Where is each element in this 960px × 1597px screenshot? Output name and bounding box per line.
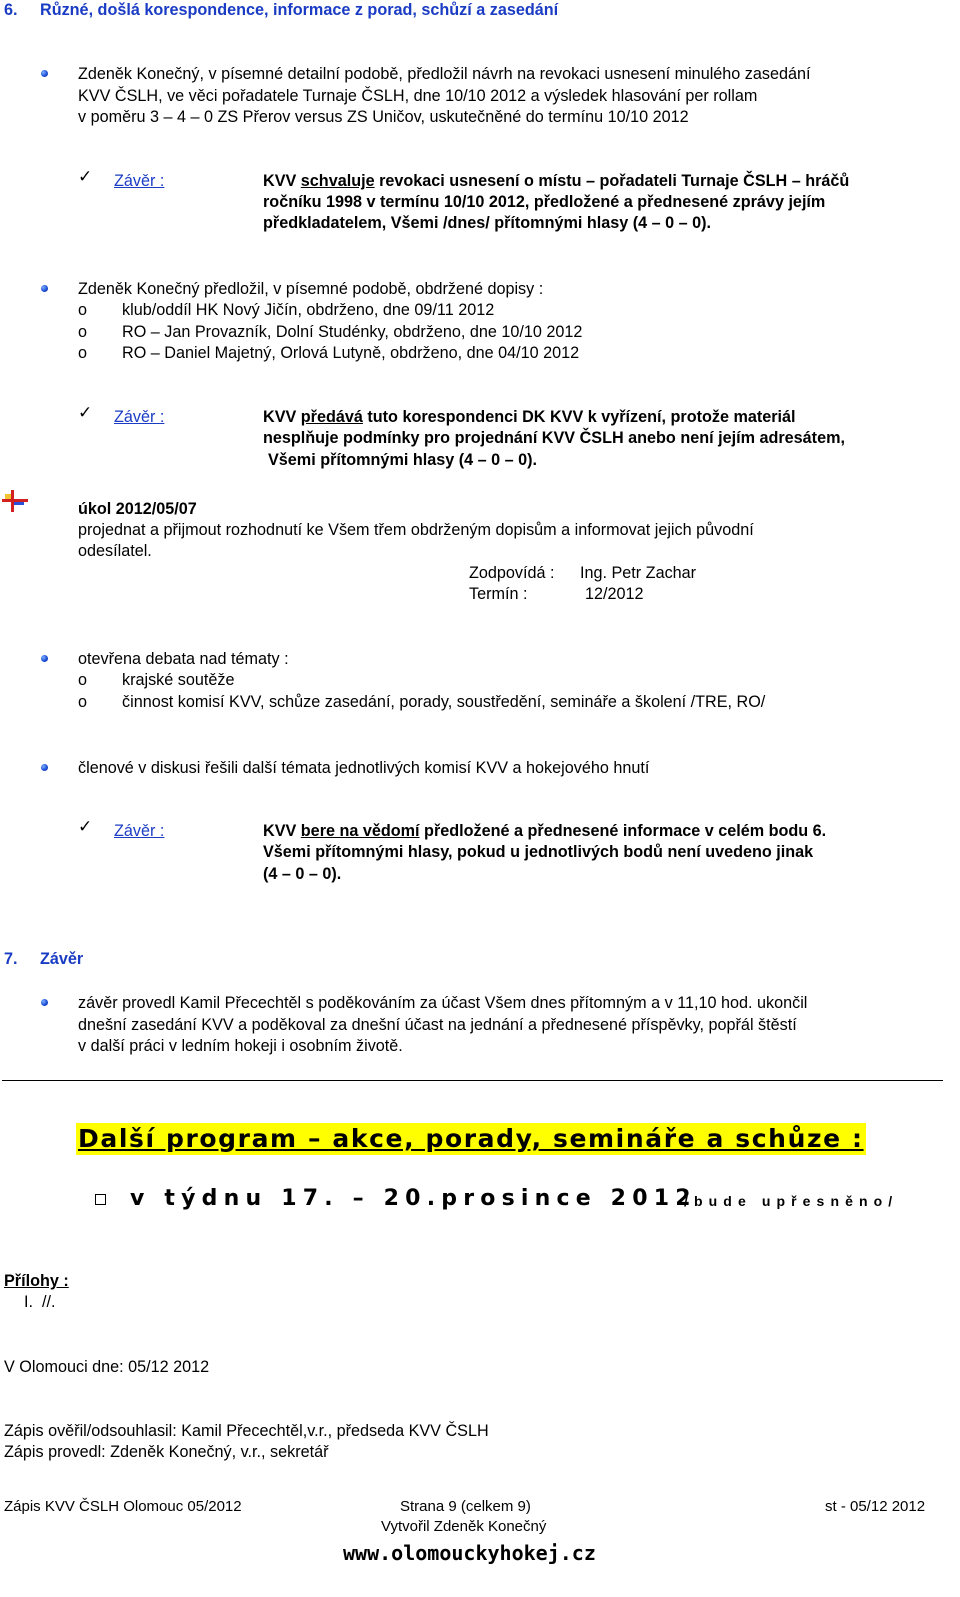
- section-6-title: Různé, došlá korespondence, informace z porad, schůzí a zasedání: [40, 1, 559, 19]
- checkmark-icon: ✓: [78, 403, 93, 422]
- list-bullet: o: [78, 671, 88, 689]
- task-resp-label: Zodpovídá :: [469, 564, 555, 582]
- list-bullet: o: [78, 693, 88, 711]
- zaver-label: Závěr :: [114, 408, 165, 426]
- letter-item: RO – Jan Provazník, Dolní Studénky, obdrženo, dne 10/10 2012: [122, 323, 583, 341]
- signature-made: Zápis provedl: Zdeněk Konečný, v.r., sekretář: [4, 1443, 329, 1461]
- zaver-text: předložené a přednesené informace v celém bodu 6.: [419, 822, 827, 840]
- topic-item: činnost komisí KVV, schůze zasedání, porady, soustředění, semináře a školení /TRE, RO/: [122, 693, 766, 711]
- section-6-number: 6.: [4, 1, 18, 19]
- footer-right: st - 05/12 2012: [825, 1498, 926, 1515]
- zaver-text: KVV: [263, 408, 301, 426]
- task-resp-value: Ing. Petr Zachar: [580, 564, 697, 582]
- footer-center: Strana 9 (celkem 9): [400, 1498, 531, 1515]
- bullet-icon: [41, 764, 48, 771]
- item4-zaver-line1: [263, 821, 826, 843]
- item4-zaver-line3: (4 – 0 – 0).: [263, 865, 342, 883]
- zaver-text: tuto korespondenci DK KVV k vyřízení, protože materiál: [362, 408, 796, 426]
- task-line: projednat a přijmout rozhodnutí ke Všem třem obdrženým dopisům a informovat jejich původní: [78, 521, 754, 539]
- section7-line: dnešní zasedání KVV a poděkoval za dnešní účast na jednání a přednesené příspěvky, popřál štěstí: [78, 1016, 797, 1034]
- bullet-icon: [41, 655, 48, 662]
- item1-zaver-line3: předkladatelem, Všemi /dnes/ přítomnými hlasy (4 – 0 – 0).: [263, 214, 712, 232]
- topic-item: krajské soutěže: [122, 671, 235, 689]
- task-title: úkol 2012/05/07: [78, 500, 197, 518]
- list-bullet: o: [78, 323, 88, 341]
- section-7-number: 7.: [4, 950, 18, 968]
- letter-item: klub/oddíl HK Nový Jičín, obdrženo, dne 09/11 2012: [122, 301, 495, 319]
- task-icon-svg: [2, 490, 28, 512]
- zaver-verb: schvaluje: [300, 172, 375, 190]
- zaver-text: KVV: [263, 822, 301, 840]
- footer-created: Vytvořil Zdeněk Konečný: [381, 1518, 547, 1535]
- zaver-verb: bere na vědomí: [300, 822, 420, 840]
- item1-line: v poměru 3 – 4 – 0 ZS Přerov versus ZS Uničov, uskutečněné do termínu 10/10 2012: [78, 108, 689, 126]
- checkmark-icon: ✓: [78, 817, 93, 836]
- item4-text: členové v diskusi řešili další témata jednotlivých komisí KVV a hokejového hnutí: [78, 759, 650, 777]
- item2-zaver-line1: [263, 407, 796, 429]
- zaver-label: Závěr :: [114, 822, 165, 840]
- item2-zaver-line3: Všemi přítomnými hlasy (4 – 0 – 0).: [268, 451, 537, 469]
- item4-zaver-line2: Všemi přítomnými hlasy, pokud u jednotlivých bodů není uvedeno jinak: [263, 843, 814, 861]
- checkmark-icon: ✓: [78, 167, 93, 186]
- section7-line: závěr provedl Kamil Přecechtěl s poděkováním za účast Všem dnes přítomným a v 11,10 hod. ukončil: [78, 994, 808, 1012]
- bullet-icon: [41, 70, 48, 77]
- bullet-icon: [41, 999, 48, 1006]
- attachments-value: I. //.: [24, 1293, 56, 1311]
- attachments-label: Přílohy :: [4, 1272, 69, 1290]
- list-bullet: o: [78, 301, 88, 319]
- zaver-verb: předává: [300, 408, 363, 426]
- bullet-icon: [41, 285, 48, 292]
- task-line: odesílatel.: [78, 542, 152, 560]
- zaver-label: Závěr :: [114, 172, 165, 190]
- task-term-label: Termín :: [469, 585, 528, 603]
- program-note: /bude upřesněno/: [684, 1193, 899, 1209]
- letter-item: RO – Daniel Majetný, Orlová Lutyně, obdrženo, dne 04/10 2012: [122, 344, 580, 362]
- item3-intro: otevřena debata nad tématy :: [78, 650, 289, 668]
- checkbox-icon: [95, 1194, 106, 1205]
- item1-zaver-line2: ročníku 1998 v termínu 10/10 2012, předložené a přednesené zprávy jejím: [263, 193, 826, 211]
- item1-zaver-line1: [263, 171, 849, 193]
- list-bullet: o: [78, 344, 88, 362]
- signature-verified: Zápis ověřil/odsouhlasil: Kamil Přecechtěl,v.r., předseda KVV ČSLH: [4, 1422, 489, 1440]
- zaver-text: KVV: [263, 172, 301, 190]
- footer-website: www.olomouckyhokej.cz: [343, 1541, 596, 1565]
- zaver-text: revokaci usnesení o místu – pořadateli Turnaje ČSLH – hráčů: [374, 172, 850, 190]
- program-date: v týdnu 17. – 20.prosince 2012: [130, 1186, 697, 1211]
- task-term-value: 12/2012: [585, 585, 644, 603]
- footer-left: Zápis KVV ČSLH Olomouc 05/2012: [4, 1498, 242, 1515]
- item2-zaver-line2: nesplňuje podmínky pro projednání KVV ČSLH anebo není jejím adresátem,: [263, 429, 845, 447]
- item2-intro: Zdeněk Konečný předložil, v písemné podobě, obdržené dopisy :: [78, 280, 544, 298]
- program-heading: Další program – akce, porady, semináře a schůze :: [78, 1124, 864, 1153]
- section7-line: v další práci v ledním hokeji i osobním životě.: [78, 1037, 403, 1055]
- task-icon: [2, 490, 28, 512]
- place-date: V Olomouci dne: 05/12 2012: [4, 1358, 210, 1376]
- section-7-title: Závěr: [40, 950, 84, 968]
- item1-line: KVV ČSLH, ve věci pořadatele Turnaje ČSLH, dne 10/10 2012 a výsledek hlasování per rollam: [78, 87, 758, 105]
- divider: [2, 1080, 943, 1081]
- item1-line: Zdeněk Konečný, v písemné detailní podobě, předložil návrh na revokaci usnesení minulého zasedání: [78, 65, 811, 83]
